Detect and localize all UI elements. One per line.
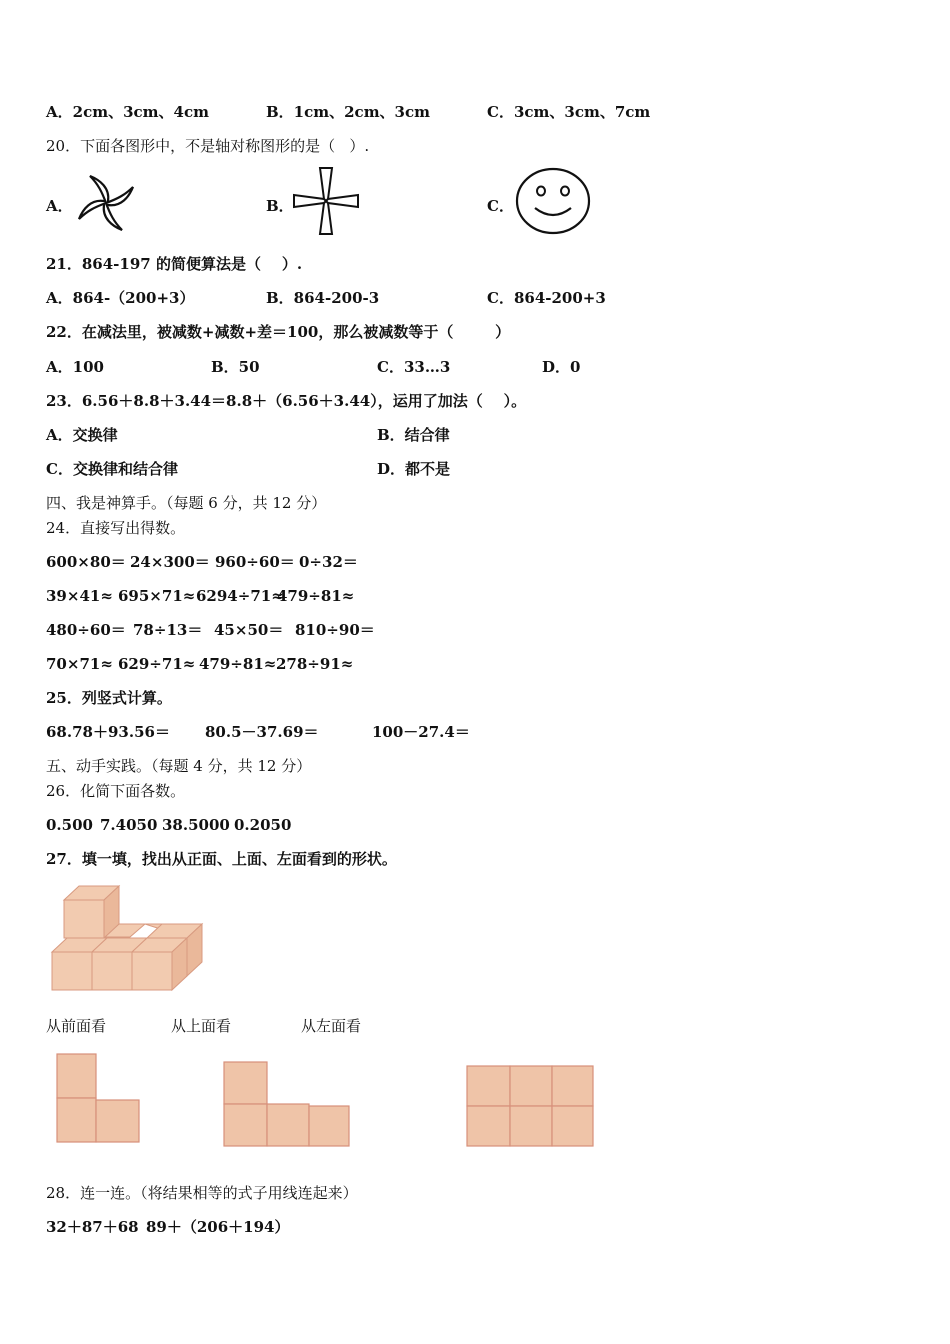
q25-item: 80.5－37.69＝: [205, 723, 319, 741]
q20-option-a-label: A．: [46, 197, 73, 215]
q19-option-b: B．1cm、2cm、3cm: [266, 103, 431, 121]
view-shape-b: [220, 1058, 354, 1150]
q24-item: 810÷90＝: [295, 621, 375, 639]
q21-option-a: A．864-（200+3）: [46, 289, 195, 307]
q24-stem: 24．直接写出得数。: [46, 519, 186, 537]
q21-option-b: B．864-200-3: [266, 289, 380, 307]
q24-item: 629÷71≈: [118, 655, 196, 673]
q20-stem: 20．下面各图形中，不是轴对称图形的是（ ）.: [46, 137, 370, 155]
q28-item: 89＋（206＋194）: [146, 1218, 290, 1236]
q22-option-c: C．33…3: [377, 358, 451, 376]
view-shape-a: [52, 1050, 144, 1146]
q26-item: 0.500: [46, 816, 93, 834]
q28-item: 32＋87＋68: [46, 1218, 139, 1236]
q24-item: 278÷91≈: [276, 655, 354, 673]
q24-item: 479÷81≈: [199, 655, 277, 673]
q26-item: 7.4050: [100, 816, 158, 834]
q25-item: 100－27.4＝: [372, 723, 470, 741]
cube-stack-figure: [50, 882, 210, 994]
pinwheel-icon: [72, 170, 140, 236]
q26-stem: 26．化简下面各数。: [46, 782, 186, 800]
q24-item: 6294÷71≈: [196, 587, 284, 605]
q21-stem: 21．864-197 的简便算法是（ ）.: [46, 255, 303, 273]
q27-stem: 27．填一填，找出从正面、上面、左面看到的形状。: [46, 850, 397, 868]
q22-stem: 22．在减法里，被减数+减数+差＝100，那么被减数等于（ ）: [46, 323, 511, 341]
q22-option-a: A．100: [46, 358, 104, 376]
q20-option-c-label: C．: [487, 197, 514, 215]
view-label-front: 从前面看: [46, 1017, 107, 1035]
q23-stem: 23．6.56＋8.8＋3.44＝8.8＋（6.56＋3.44），运用了加法（ ）。: [46, 392, 527, 410]
q20-option-b-label: B．: [266, 197, 294, 215]
section-5-title: 五、动手实践。（每题 4 分，共 12 分）: [46, 757, 312, 775]
q22-option-b: B．50: [211, 358, 260, 376]
q25-stem: 25．列竖式计算。: [46, 689, 172, 707]
q23-option-a: A．交换律: [46, 426, 118, 444]
view-shape-c: [462, 1062, 598, 1150]
q24-item: 24×300＝: [130, 553, 210, 571]
q19-option-c: C．3cm、3cm、7cm: [487, 103, 651, 121]
q28-stem: 28．连一连。（将结果相等的式子用线连起来）: [46, 1184, 358, 1202]
q23-option-d: D．都不是: [377, 460, 451, 478]
q24-item: 479÷81≈: [277, 587, 355, 605]
q24-item: 480÷60＝: [46, 621, 126, 639]
q24-item: 695×71≈: [118, 587, 196, 605]
q23-option-c: C．交换律和结合律: [46, 460, 178, 478]
q23-option-b: B．结合律: [377, 426, 450, 444]
section-4-title: 四、我是神算手。（每题 6 分，共 12 分）: [46, 494, 327, 512]
q24-item: 960÷60＝: [215, 553, 295, 571]
q22-option-d: D．0: [542, 358, 581, 376]
view-label-left: 从左面看: [301, 1017, 362, 1035]
q25-item: 68.78＋93.56＝: [46, 723, 170, 741]
smiley-face-icon: [513, 166, 593, 236]
q24-item: 70×71≈: [46, 655, 113, 673]
view-label-top: 从上面看: [171, 1017, 232, 1035]
four-point-star-icon: [292, 165, 360, 237]
q24-item: 600×80＝: [46, 553, 126, 571]
q21-option-c: C．864-200+3: [487, 289, 606, 307]
q19-option-a: A．2cm、3cm、4cm: [46, 103, 209, 121]
q24-item: 78÷13＝: [133, 621, 203, 639]
q24-item: 39×41≈: [46, 587, 113, 605]
q26-item: 38.5000: [162, 816, 230, 834]
q26-item: 0.2050: [234, 816, 292, 834]
q24-item: 45×50＝: [214, 621, 284, 639]
q24-item: 0÷32＝: [299, 553, 358, 571]
